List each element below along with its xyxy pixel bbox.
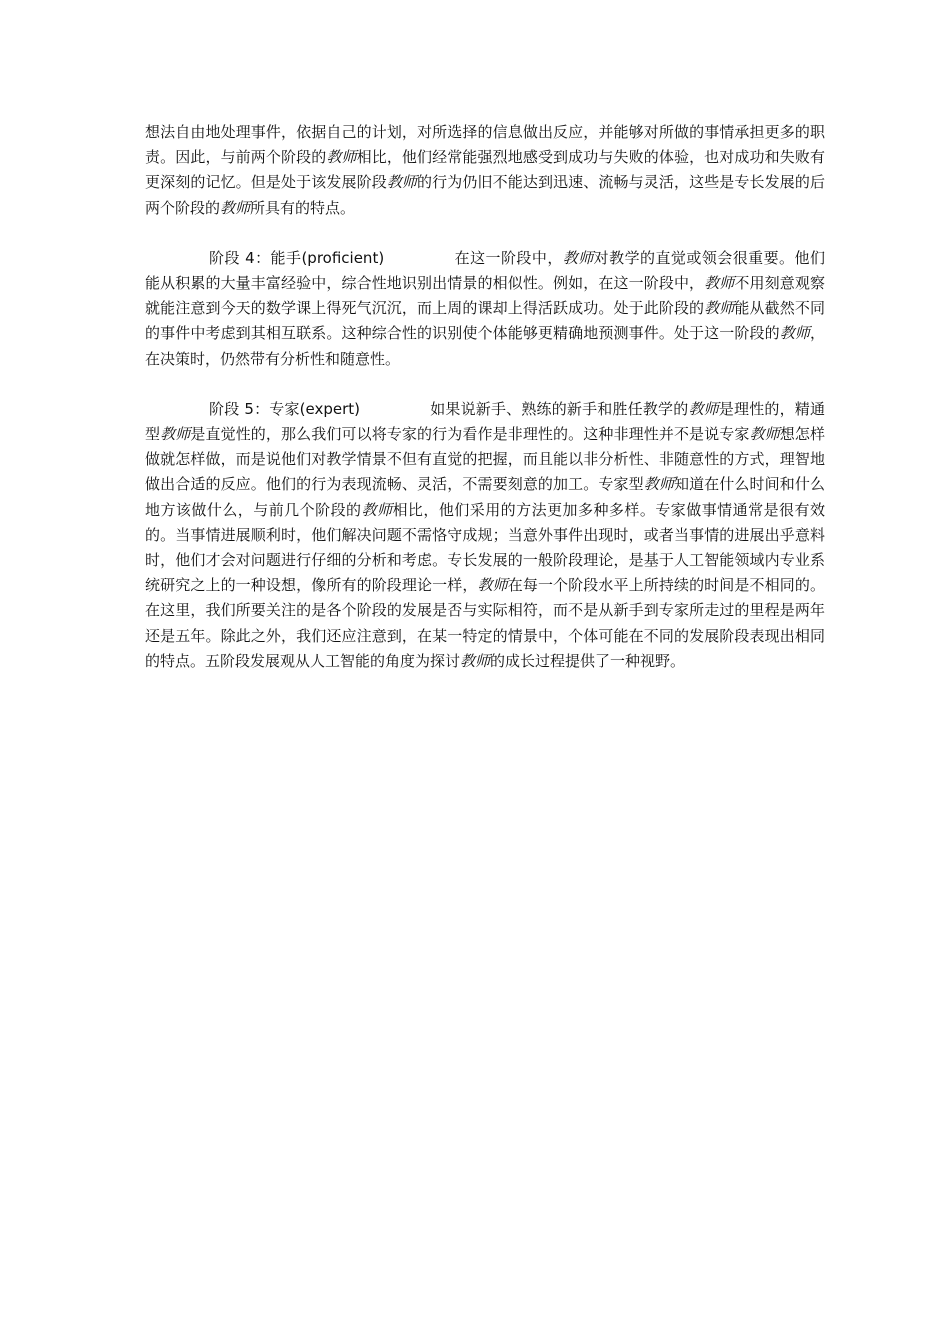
text-run: 不用刻意观察就能注意到今天的数学课上得死气沉沉，而上周的课却上得活跃成功。处于此阶段的	[145, 274, 825, 318]
document-page	[145, 120, 825, 699]
stage-5-title: 阶段 5：专家(expert)	[209, 399, 360, 418]
emphasis-teacher: 教师	[326, 148, 357, 167]
emphasis-teacher: 教师	[704, 299, 735, 318]
text-run: 想法自由地处理事件，依据自己的计划，对所选择的信息做出反应，并能够对所做的事情承担更多的职责。因此，与前两个阶段的	[145, 123, 825, 167]
paragraph-stage-5	[145, 397, 825, 674]
text-run: 知道在什么时间和什么地方该做什么，与前几个阶段的	[145, 475, 825, 519]
emphasis-teacher: 教师	[220, 198, 251, 217]
emphasis-teacher: 教师	[477, 576, 508, 595]
text-run: 相比，他们采用的方法更加多种多样。专家做事情通常是很有效的。当事情进展顺利时，他们解决问题不需恪守成规；当意外事件出现时，或者当事情的进展出乎意料时，他们才会对问题进行仔细的分析和考虑。专长发展的一般阶段理论，是基于人工智能领域内专业系统研究之上的一种设想，像所有的阶段理论一样，	[145, 500, 825, 595]
text-run: 是理性的，精通型	[145, 399, 825, 444]
emphasis-teacher: 教师	[643, 475, 674, 494]
text-run: 如果说新手、熟练的新手和胜任教学的	[430, 399, 689, 418]
text-run: 是直觉性的，那么我们可以将专家的行为看作是非理性的。这种非理性并不是说专家	[190, 425, 750, 444]
text-run: 的成长过程提供了一种视野。	[490, 651, 686, 670]
emphasis-teacher: 教师	[386, 173, 418, 192]
text-run: ，在决策时，仍然带有分析性和随意性。	[145, 324, 825, 368]
emphasis-teacher: 教师	[460, 651, 491, 670]
stage-4-title: 阶段 4：能手(proficient)	[209, 248, 385, 267]
text-run: 在这一阶段中，	[454, 248, 563, 267]
emphasis-teacher: 教师	[749, 425, 780, 444]
text-run: 能从截然不同的事件中考虑到其相互联系。这种综合性的识别使个体能够更精确地预测事件。处于这一阶段的	[145, 299, 825, 343]
emphasis-teacher: 教师	[361, 500, 393, 519]
text-run: 对教学的直觉或领会很重要。他们能从积累的大量丰富经验中，综合性地识别出情景的相似性。例如，在这一阶段中，	[145, 248, 825, 293]
emphasis-teacher: 教师	[688, 399, 719, 418]
emphasis-teacher: 教师	[562, 248, 594, 267]
text-run: 在每一个阶段水平上所持续的时间是不相同的。在这里，我们所要关注的是各个阶段的发展是否与实际相符，而不是从新手到专家所走过的里程是两年还是五年。除此之外，我们还应注意到，在某一特定的情景中，个体可能在不同的发展阶段表现出相同的特点。五阶段发展观从人工智能的角度为探讨	[145, 576, 825, 670]
emphasis-teacher: 教师	[704, 274, 735, 293]
emphasis-teacher: 教师	[160, 425, 191, 444]
paragraph-stage-3-continuation	[145, 120, 825, 221]
text-run: 所具有的特点。	[250, 198, 356, 217]
emphasis-teacher: 教师	[779, 324, 810, 343]
text-run: 想怎样做就怎样做，而是说他们对教学情景不但有直觉的把握，而且能以非分析性、非随意性的方式，理智地做出合适的反应。他们的行为表现流畅、灵活，不需要刻意的加工。专家型	[145, 425, 825, 494]
text-run: 相比，他们经常能强烈地感受到成功与失败的体验，也对成功和失败有更深刻的记忆。但是处于该发展阶段	[145, 148, 825, 192]
paragraph-stage-4	[145, 246, 825, 372]
text-run: 的行为仍旧不能达到迅速、流畅与灵活，这些是专长发展的后两个阶段的	[145, 173, 825, 217]
